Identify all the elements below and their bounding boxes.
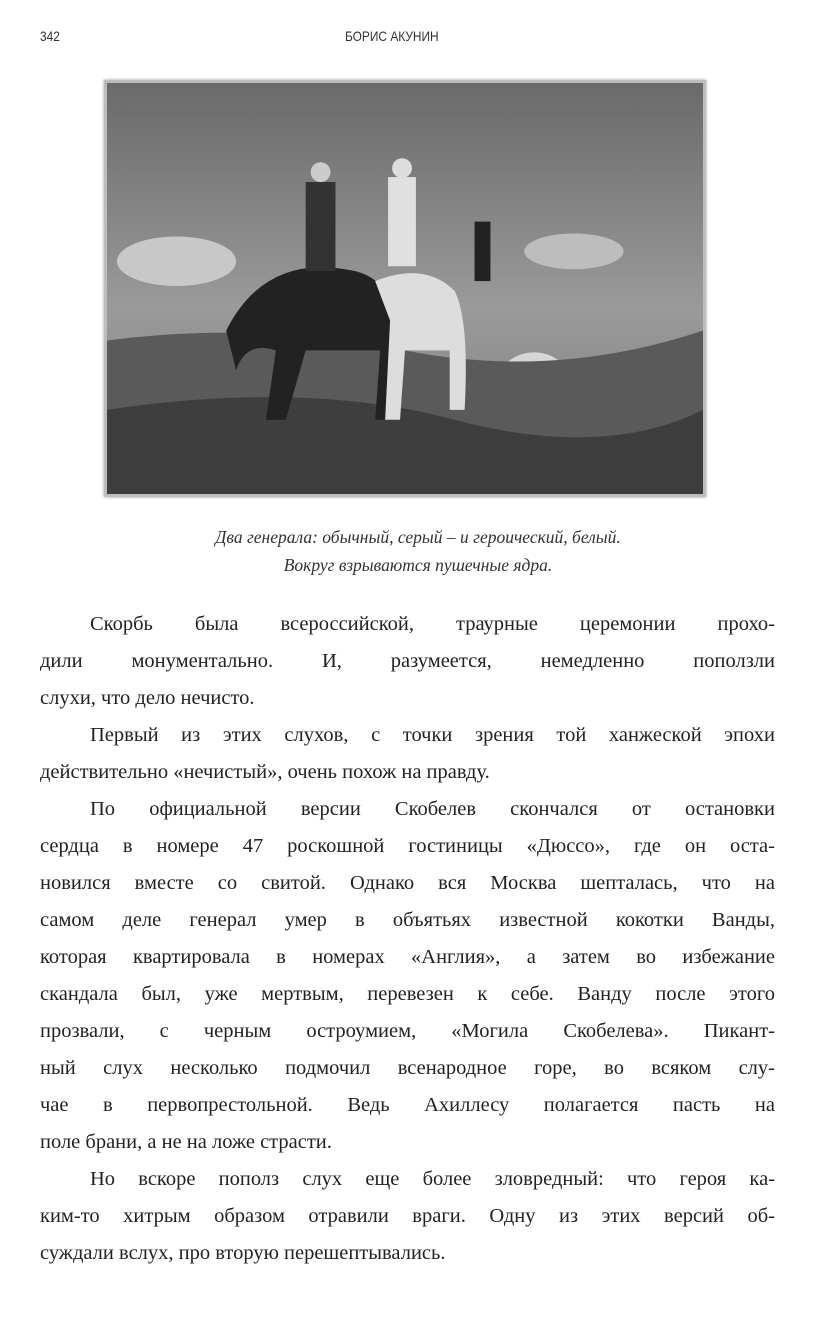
engraving-illustration [104,80,706,497]
text-line: дили монументально. И, разумеется, немедленно поползли [40,650,775,672]
caption-line: Вокруг взрываются пушечные ядра. [283,555,553,575]
text-line: По официальной версии Скобелев скончался от остановки [90,798,775,820]
text-line: Но вскоре пополз слух еще более зловредный: что героя ка- [90,1168,775,1190]
text-line: чае в первопрестольной. Ведь Ахиллесу полагается пасть на [40,1094,775,1116]
text-line: действительно «нечистый», очень похож на правду. [40,761,490,783]
text-line: ким-то хитрым образом отравили враги. Одну из этих версий об- [40,1205,775,1227]
text-line: которая квартировала в номерах «Англия», а затем во избежание [40,946,775,968]
running-title: БОРИС АКУНИН [345,28,439,44]
paragraph [40,606,775,717]
text-line: самом деле генерал умер в объятьях известной кокотки Ванды, [40,909,775,931]
text-line: прозвали, с черным остроумием, «Могила Скобелева». Пикант- [40,1020,775,1042]
caption-line: Два генерала: обычный, серый – и героический, белый. [215,527,621,547]
text-line: слухи, что дело нечисто. [40,687,255,709]
text-line: суждали вслух, про вторую перешептывались. [40,1242,446,1264]
text-line: Скорбь была всероссийской, траурные церемонии прохо- [90,613,775,635]
text-line: ный слух несколько подмочил всенародное горе, во всяком слу- [40,1057,775,1079]
paragraph [40,1161,775,1272]
text-line: сердца в номере 47 роскошной гостиницы «Дюссо», где он оста- [40,835,775,857]
text-line: новился вместе со свитой. Однако вся Москва шепталась, что на [40,872,775,894]
paragraph [40,717,775,791]
text-line: поле брани, а не на ложе страсти. [40,1131,332,1153]
text-line: скандала был, уже мертвым, перевезен к себе. Ванду после этого [40,983,775,1005]
page-number: 342 [40,28,60,44]
text-line: Первый из этих слухов, с точки зрения той ханжеской эпохи [90,724,775,746]
body-text [40,606,775,1272]
paragraph [40,791,775,1161]
illustration-caption [0,523,836,579]
